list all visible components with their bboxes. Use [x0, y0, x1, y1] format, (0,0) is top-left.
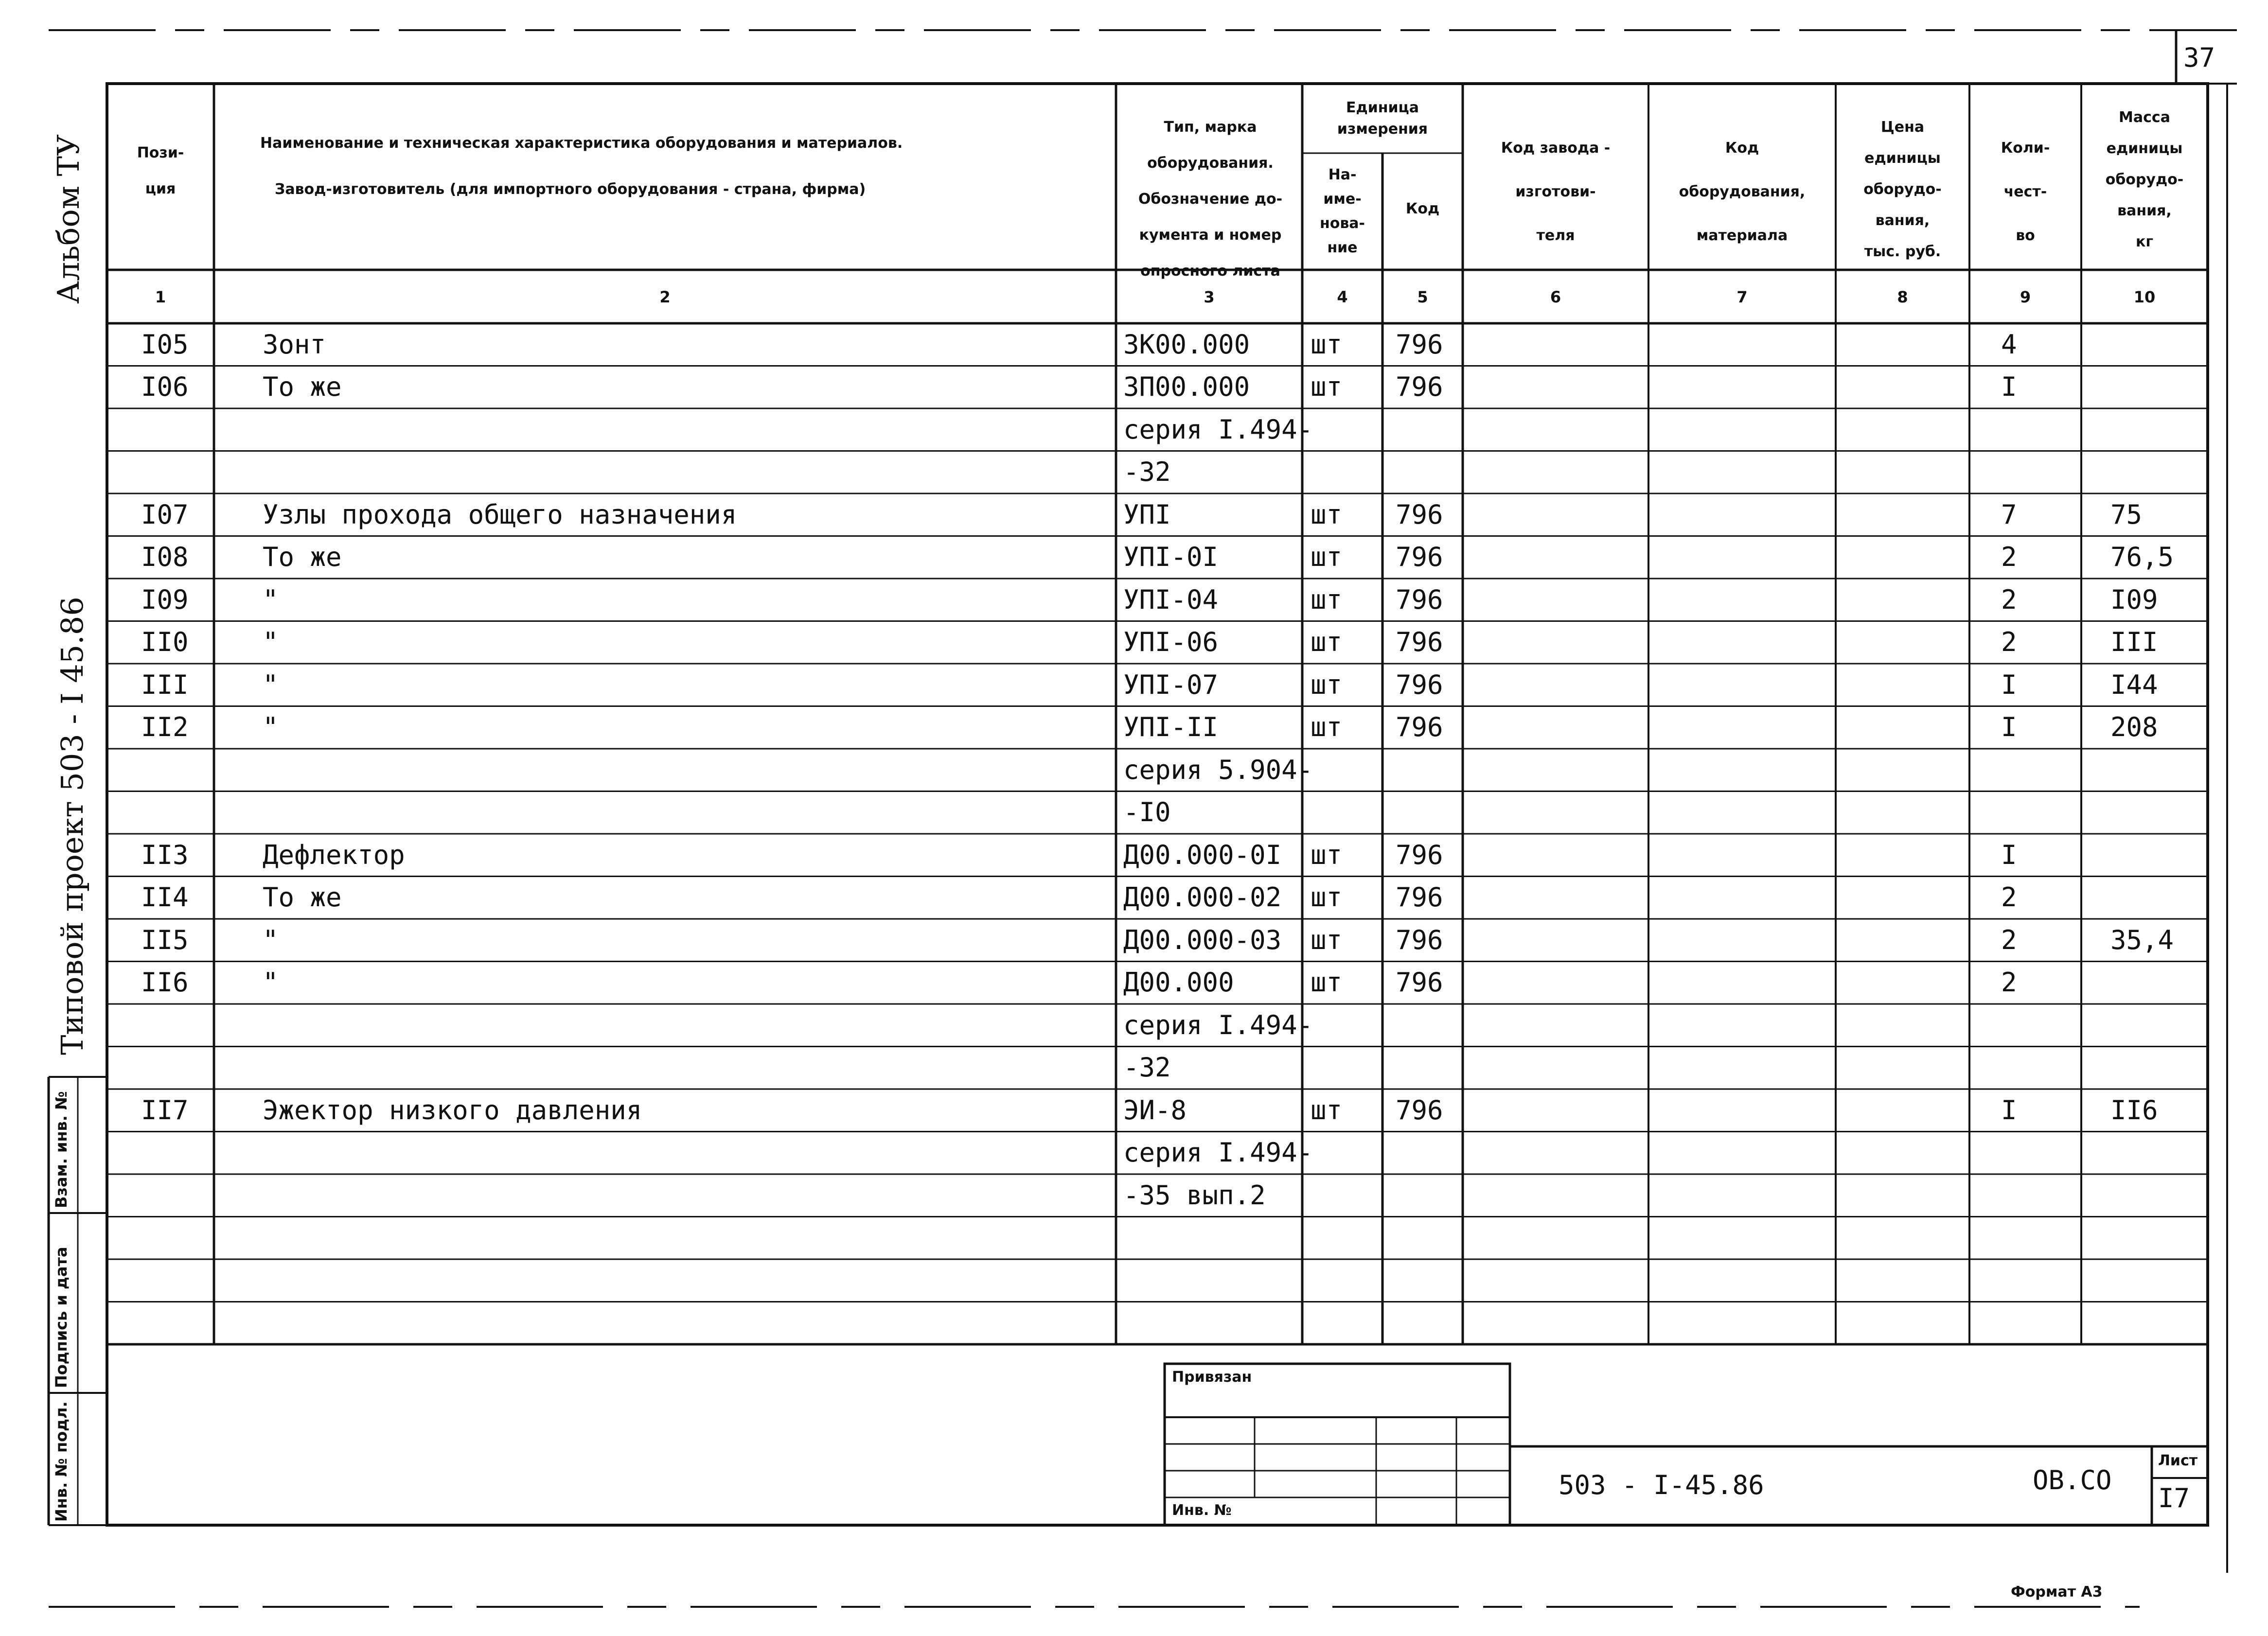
cell-position: I05	[141, 329, 189, 360]
inv-original-label: Инв. № подл.	[52, 1401, 71, 1522]
cell-mass: 76,5	[2110, 542, 2174, 573]
cell-name: "	[263, 924, 279, 955]
cell-type-mark: УПI-0I	[1123, 542, 1219, 573]
cell-position: II0	[141, 627, 189, 658]
sheet-label: Лист	[2158, 1452, 2198, 1469]
cell-unit-name: шт	[1311, 627, 1343, 658]
cell-quantity: 2	[2001, 627, 2017, 658]
cell-unit-code: 796	[1396, 882, 1443, 913]
cell-type-mark: УПI-II	[1123, 712, 1219, 743]
cell-type-mark: -I0	[1123, 797, 1171, 828]
header-col1: Пози- ция	[137, 144, 184, 197]
linked-label: Привязан	[1172, 1369, 1252, 1386]
cell-unit-name: шт	[1311, 371, 1343, 403]
cell-unit-name: шт	[1311, 669, 1343, 700]
cell-type-mark: ЗК00.000	[1123, 329, 1250, 360]
cell-unit-name: шт	[1311, 967, 1343, 998]
column-number: 5	[1417, 288, 1428, 306]
column-number: 8	[1897, 288, 1908, 306]
cell-type-mark: Д00.000-02	[1123, 882, 1282, 913]
column-number: 9	[2020, 288, 2031, 306]
cell-mass: I09	[2110, 584, 2158, 615]
header-col2-line2: Завод-изготовитель (для импортного оборудования - страна, фирма)	[275, 181, 866, 198]
header-col8: Цена единицы оборудо- вания, тыс. руб.	[1863, 119, 1942, 260]
cell-type-mark: УПI-07	[1123, 669, 1219, 700]
cell-quantity: I	[2001, 839, 2017, 870]
cell-unit-code: 796	[1396, 542, 1443, 573]
project-label: Типовой проект 503 - I 45.86	[54, 597, 90, 1055]
cell-position: II5	[141, 924, 189, 955]
header-col9: Коли- чест- во	[2001, 140, 2050, 244]
cell-unit-name: шт	[1311, 839, 1343, 870]
cell-type-mark: УПI-06	[1123, 627, 1219, 658]
cell-position: II6	[141, 967, 189, 998]
column-number: 7	[1736, 288, 1748, 306]
cell-unit-name: шт	[1311, 924, 1343, 955]
column-number: 3	[1204, 288, 1215, 306]
column-number: 1	[155, 288, 166, 306]
cell-unit-code: 796	[1396, 1094, 1443, 1126]
cell-quantity: 2	[2001, 882, 2017, 913]
cell-type-mark: серия I.494-	[1123, 1009, 1313, 1040]
cell-unit-code: 796	[1396, 839, 1443, 870]
cell-type-mark: ЗП00.000	[1123, 371, 1250, 403]
cell-name: "	[263, 627, 279, 658]
cell-name: То же	[263, 882, 342, 913]
cell-position: II3	[141, 839, 189, 870]
cell-type-mark: Д00.000	[1123, 967, 1234, 998]
cell-name: "	[263, 669, 279, 700]
cell-name: "	[263, 967, 279, 998]
cell-type-mark: серия I.494-	[1123, 414, 1313, 445]
cell-position: II4	[141, 882, 189, 913]
cell-quantity: 7	[2001, 499, 2017, 530]
cell-quantity: 4	[2001, 329, 2017, 360]
cell-unit-name: шт	[1311, 584, 1343, 615]
cell-unit-code: 796	[1396, 329, 1443, 360]
inv-replaced-label: Взам. инв. №	[52, 1091, 71, 1208]
cell-type-mark: УПI	[1123, 499, 1171, 530]
cell-name: То же	[263, 542, 342, 573]
cell-type-mark: Д00.000-0I	[1123, 839, 1282, 870]
cell-quantity: I	[2001, 371, 2017, 403]
cell-mass: I44	[2110, 669, 2158, 700]
header-col2-line1: Наименование и техническая характеристика оборудования и материалов.	[260, 135, 903, 152]
cell-quantity: 2	[2001, 967, 2017, 998]
cell-name: Эжектор низкого давления	[263, 1094, 642, 1126]
cell-position: I07	[141, 499, 189, 530]
cell-name: Дефлектор	[263, 839, 405, 870]
cell-type-mark: -32	[1123, 457, 1171, 488]
cell-mass: III	[2110, 627, 2158, 658]
cell-name: Узлы прохода общего назначения	[263, 499, 737, 530]
cell-type-mark: -32	[1123, 1052, 1171, 1083]
cell-quantity: 2	[2001, 584, 2017, 615]
header-col5: Код	[1405, 200, 1440, 217]
cell-mass: 75	[2110, 499, 2143, 530]
cell-quantity: I	[2001, 1094, 2017, 1126]
page-number: 37	[2183, 42, 2215, 73]
signature-date-label: Подпись и дата	[52, 1247, 71, 1388]
cell-name: Зонт	[263, 329, 326, 360]
cell-unit-code: 796	[1396, 627, 1443, 658]
header-col7: Код оборудования, материала	[1679, 140, 1806, 244]
column-number: 2	[659, 288, 671, 306]
cell-unit-name: шт	[1311, 542, 1343, 573]
cell-position: I09	[141, 584, 189, 615]
header-col10: Масса единицы оборудо- вания, кг	[2105, 109, 2184, 250]
cell-unit-name: шт	[1311, 882, 1343, 913]
cell-position: III	[141, 669, 189, 700]
cell-quantity: 2	[2001, 542, 2017, 573]
cell-type-mark: УПI-04	[1123, 584, 1219, 615]
cell-position: I06	[141, 371, 189, 403]
cell-mass: 35,4	[2110, 924, 2174, 955]
cell-unit-code: 796	[1396, 499, 1443, 530]
cell-name: "	[263, 584, 279, 615]
inv-no-label: Инв. №	[1172, 1502, 1232, 1519]
cell-unit-code: 796	[1396, 924, 1443, 955]
cell-name: "	[263, 712, 279, 743]
cell-unit-code: 796	[1396, 967, 1443, 998]
cell-type-mark: -35 вып.2	[1123, 1179, 1266, 1211]
cell-name: То же	[263, 371, 342, 403]
format-label: Формат А3	[2011, 1583, 2103, 1601]
header-col3: Тип, марка оборудования. Обозначение до- кумента и номер опросного листа	[1138, 119, 1283, 280]
header-units-group: Единица измерения	[1337, 99, 1428, 138]
cell-unit-name: шт	[1311, 499, 1343, 530]
column-number: 6	[1550, 288, 1561, 306]
cell-type-mark: Д00.000-03	[1123, 924, 1282, 955]
cell-position: II2	[141, 712, 189, 743]
cell-type-mark: серия I.494-	[1123, 1137, 1313, 1168]
cell-unit-code: 796	[1396, 584, 1443, 615]
cell-mass: 208	[2110, 712, 2158, 743]
column-number: 10	[2133, 288, 2156, 306]
cell-unit-name: шт	[1311, 329, 1343, 360]
cell-mass: II6	[2110, 1094, 2158, 1126]
cell-quantity: 2	[2001, 924, 2017, 955]
cell-position: II7	[141, 1094, 189, 1126]
cell-type-mark: ЭИ-8	[1123, 1094, 1187, 1126]
cell-position: I08	[141, 542, 189, 573]
cell-unit-name: шт	[1311, 712, 1343, 743]
header-col6: Код завода - изготови- теля	[1501, 140, 1611, 244]
document-code: ОВ.СО	[2033, 1465, 2112, 1495]
header-col4: На- име- нова- ние	[1319, 166, 1365, 256]
cell-quantity: I	[2001, 669, 2017, 700]
sheet-number: I7	[2158, 1483, 2190, 1513]
cell-unit-name: шт	[1311, 1094, 1343, 1126]
column-number: 4	[1337, 288, 1348, 306]
document-designation: 503 - I-45.86	[1559, 1470, 1764, 1500]
cell-unit-code: 796	[1396, 371, 1443, 403]
album-label: Альбом ТУ	[51, 134, 86, 304]
cell-type-mark: серия 5.904-	[1123, 754, 1313, 785]
cell-quantity: I	[2001, 712, 2017, 743]
cell-unit-code: 796	[1396, 669, 1443, 700]
cell-unit-code: 796	[1396, 712, 1443, 743]
